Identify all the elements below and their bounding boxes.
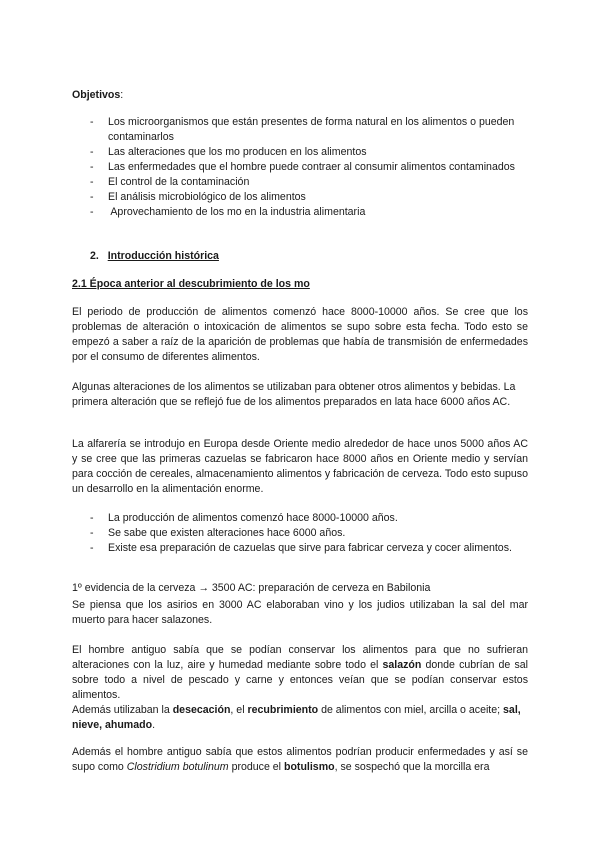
summary-list [90, 511, 530, 556]
dash-bullet: - [90, 116, 94, 128]
botulism-paragraph: Además el hombre antiguo sabía que estos alimentos podrían producir enfermedades y así se supo como Clostridium botulinum produce el botulismo, se sospechó que la morcilla era [72, 746, 528, 773]
section-number: 2. [90, 250, 99, 262]
sal-nieve-term: sal, nieve, ahumado [72, 704, 521, 731]
dash-bullet: - [90, 527, 94, 539]
list-item: - El control de la contaminación [90, 176, 250, 188]
botulismo-term: botulismo [283, 761, 335, 773]
dash-bullet: - [90, 146, 94, 158]
objectives-list [90, 115, 530, 220]
list-item: - El análisis microbiológico de los alimentos [90, 191, 306, 203]
recubrimiento-term: recubrimiento [247, 704, 319, 716]
objectives-colon: : [120, 89, 124, 101]
salazon-term: salazón [382, 659, 422, 671]
desecacion-term: desecación [172, 704, 231, 716]
section-heading [90, 249, 546, 264]
dash-bullet: - [90, 161, 94, 173]
list-item: - Las enfermedades que el hombre puede contraer al consumir alimentos contaminados [90, 161, 515, 173]
list-item: - Existe esa preparación de cazuelas que sirve para fabricar cerveza y cocer alimentos. [90, 542, 512, 554]
list-item: - La producción de alimentos comenzó hace 8000-10000 años. [90, 512, 398, 524]
list-item: - Se sabe que existen alteraciones hace 6000 años. [90, 527, 346, 539]
paragraph-3: La alfarería se introdujo en Europa desde Oriente medio alrededor de hace unos 5000 años AC y se cree que las primeras cazuelas se fabricaron hace 8000 años en Oriente medio y servían para cocción de cereales, almacenamiento alimentos y fabricación de cerveza. Todo esto supuso un desarrollo en la alimentación enorme. [72, 438, 528, 495]
dash-bullet: - [90, 176, 94, 188]
section-title: Introducción histórica [107, 250, 219, 262]
list-item: - Los microorganismos que están presentes de forma natural en los alimentos o pueden contaminarlos [90, 116, 515, 143]
paragraph-1: El periodo de producción de alimentos comenzó hace 8000-10000 años. Se cree que los problemas de alteración o intoxicación de alimentos se supo sobre esta fecha. Todo esto se empezó a saber a raíz de la aparición de problemas que había de transmisión de enfermedades por el consumo de diferentes alimentos. [72, 306, 528, 363]
dash-bullet: - [90, 191, 94, 203]
dash-bullet: - [90, 542, 94, 554]
dash-bullet: - [90, 206, 94, 218]
conservation-paragraph: El hombre antiguo sabía que se podían conservar los alimentos para que no sufrieran alteraciones con la luz, aire y humedad mediante sobre todo el salazón donde cubrían de sal sobre todo a nivel de pescado y carne y entonces veían que se podían conservar estos alimentos. [72, 644, 528, 701]
dash-bullet: - [90, 512, 94, 524]
conservation-methods: Además utilizaban la desecación, el recubrimiento de alimentos con miel, arcilla o aceite; sal, nieve, ahumado. [72, 704, 521, 731]
objectives-heading: Objetivos [72, 89, 121, 101]
list-item: - Las alteraciones que los mo producen en los alimentos [90, 146, 367, 158]
paragraph-2: Algunas alteraciones de los alimentos se utilizaban para obtener otros alimentos y bebidas. La primera alteración que se reflejó fue de los alimentos preparados en lata hace 6000 años AC. [72, 381, 516, 408]
list-item: - Aprovechamiento de los mo en la industria alimentaria [90, 206, 366, 218]
clostridium-term: Clostridium botulinum [126, 761, 229, 773]
subsection-title: 2.1 Época anterior al descubrimiento de los mo [72, 278, 310, 290]
objectives-heading-line [72, 88, 528, 103]
assyrians-paragraph: Se piensa que los asirios en 3000 AC elaboraban vino y los judios utilizaban la sal del mar muerto para hacer salazones. [72, 599, 528, 626]
beer-evidence-line: 1º evidencia de la cerveza → 3500 AC: preparación de cerveza en Babilonia [72, 582, 431, 594]
